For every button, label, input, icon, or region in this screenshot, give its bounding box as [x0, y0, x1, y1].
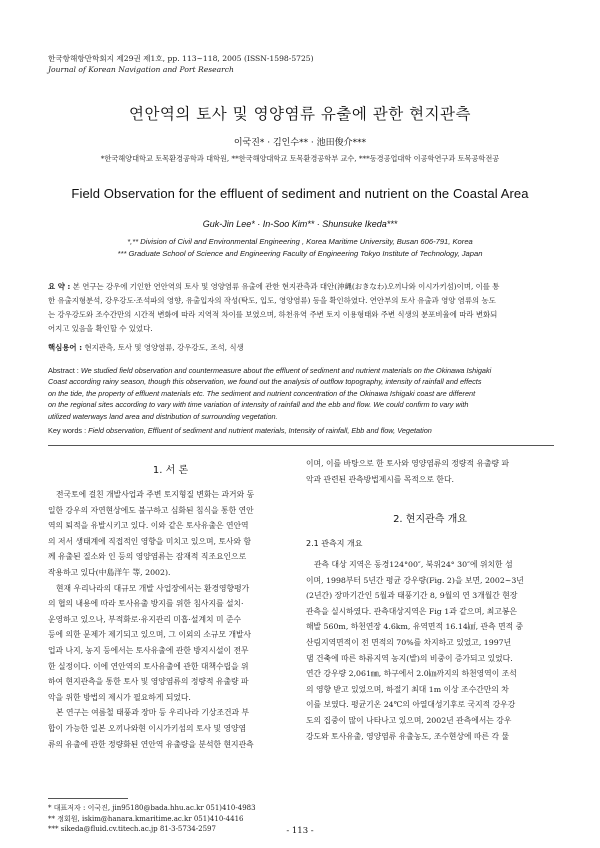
- journal-name-en: Journal of Korean Navigation and Port Research: [48, 65, 234, 74]
- body-text-line: 본 연구는 여름철 태풍과 장마 등 우리나라 기상조건과 부: [56, 708, 250, 718]
- abstract-en-line: utilized waterways land area and distribution of surrounding vegetation.: [48, 411, 278, 421]
- body-text-line: 의 영향 받고 있었으며, 하절기 최대 1m 이상 조수간만의 차: [306, 684, 509, 694]
- body-text-line: 현재 우리나라의 대규모 개발 사업장에서는 환경영향평가: [56, 583, 250, 593]
- keywords-en-text: Field observation, Effluent of sediment and nutrient materials, Intensity of rainfall, Ebb and flow, Vegetation: [88, 426, 432, 435]
- body-text-line: 관측을 실시하였다. 관측대상지역은 Fig 1과 같으며, 최고봉은: [306, 606, 517, 616]
- body-text-line: 도의 집중이 많이 나타나고 있으며, 2002년 관측에서는 강우: [306, 715, 512, 725]
- abstract-ko-line: 본 연구는 강우에 기인한 연안역의 토사 및 영양염류 유출에 관한 현지관측과 대안(沖縄(おきなわ)오끼나와 이시가키섬)이며, 이를 통: [72, 282, 500, 291]
- keywords-en: [48, 426, 554, 435]
- abstract-ko-line: 어지고 있음을 확인할 수 있었다.: [48, 324, 153, 333]
- body-text-line: 강도와 토사유출, 영양염류 유출농도, 조수현상에 따른 각 물: [306, 731, 510, 741]
- keywords-ko: [48, 342, 554, 353]
- body-text-line: 한 실정이다. 이에 연안역의 토사유출에 관한 대책수립을 위: [48, 661, 249, 671]
- body-text-line: 작용하고 있다(中島洋午 等, 2002).: [48, 567, 171, 577]
- paper-title-en: Field Observation for the effluent of sediment and nutrient on the Coastal Area: [71, 186, 529, 201]
- footnote: ** 정회원, iskim@hanara.kmaritime.ac.kr 051)410-4416: [48, 814, 244, 823]
- body-text-line: 등에 의한 문제가 제기되고 있으며, 그 이외의 소규모 개발사: [48, 630, 252, 640]
- section-2-heading: 2. 현지관측 개요: [393, 514, 467, 525]
- body-text-line: 의 협의 내용에 따라 토사유출 방지를 위한 침사지를 설치·: [48, 599, 244, 609]
- abstract-en-line: on the regional sites according to vary with time variation of intensity of rainfall and the ebb and flow. We could confirm to vary with: [48, 400, 469, 410]
- section-2-body: [306, 557, 551, 744]
- authors-ko: 이국진* · 김인수** · 池田俊介***: [233, 138, 367, 148]
- body-text-line: 하여 현지관측을 통한 토사 및 영양염류의 정량적 유출량 파: [48, 677, 249, 687]
- body-text-line: 께 유출된 질소와 인 등의 영양염류는 잠재적 직조요인으로: [48, 552, 247, 562]
- body-text-line: 이며, 1998부터 5년간 평균 강우량(Fig. 2)을 보면, 2002~3년: [306, 575, 524, 585]
- body-text-line: 운영하고 있으나, 부적화로·유지관리 미흡·설계치 미 준수: [48, 614, 242, 624]
- page-number: - 113 -: [286, 826, 314, 836]
- body-text-line: 댐 건축에 따른 하류지역 농지(밭)의 비중이 증가되고 있었다.: [306, 653, 513, 663]
- abstract-en: [48, 365, 554, 422]
- section-1-body: [48, 487, 293, 752]
- affiliation-line: *** Graduate School of Science and Engineering Faculty of Engineering Tokyo Institute of Technology, Japan: [117, 248, 483, 258]
- abstract-ko-label: 요 약 :: [48, 282, 71, 291]
- body-text-line: 이며, 이를 바탕으로 한 토사와 영양염류의 정량적 유출량 파: [306, 459, 510, 468]
- keywords-ko-label: 핵심용어 :: [48, 343, 83, 352]
- keywords-ko-text: 현지관측, 토사 및 영양염류, 강우강도, 조석, 식생: [84, 343, 244, 352]
- abstract-en-line: We studied field observation and countermeasure about the effluent of sediment and nutrient materials on the Okinawa Ishigaki: [80, 366, 492, 375]
- journal-header: [48, 53, 314, 75]
- authors-en: Guk-Jin Lee* · In-Soo Kim** · Shunsuke Ikeda***: [202, 219, 398, 229]
- body-text-line: 업과 나지, 농지 등에서는 토사유출에 관한 방지시설이 전무: [48, 645, 249, 655]
- affiliations-en: [0, 236, 600, 259]
- abstract-en-line: Coast according rainy season, though this observation, we found out the analysis of outflow topography, intensity of rainfall and effects: [48, 377, 482, 387]
- abstract-en-line: on the tide, the property of effluent materials etc. The sediment and nutrient concentration of the Okinawa Ishigaki coast are different: [48, 388, 476, 398]
- journal-citation: 한국항해항만학회지 제29권 제1호, pp. 113~118, 2005 (ISSN-1598-5725): [48, 54, 314, 63]
- body-text-line: 산림지역면적이 전 면적의 70%를 차지하고 있었고, 1997년: [306, 637, 512, 647]
- body-text-line: 해발 560m, 하천연장 4.6km, 유역면적 16.14㎢, 관측 면적 중: [306, 622, 524, 632]
- body-text-line: 연간 강우량 2,061㎜, 하구에서 2.0㎞까지의 하천영역이 조석: [306, 669, 517, 679]
- footnote: * 대표저자 : 이국진, jin95180@bada.hhu.ac.kr 051)410-4983: [48, 804, 256, 812]
- body-text-line: 류의 유출에 관한 정량화된 연안역 유출량을 분석한 현지관측: [48, 739, 254, 749]
- affiliations-ko: *한국해양대학교 토목환경공학과 대학원, **한국해양대학교 토목환경공학부 교수, ***동경공업대학 이공학연구과 토목공학전공: [100, 154, 500, 163]
- paper-title-ko: 연안역의 토사 및 영양염류 유출에 관한 현지관측: [128, 105, 472, 123]
- section-1-heading: 1. 서 론: [152, 465, 189, 476]
- footnote: *** sikeda@fluid.cv.titech.ac.jp 81-3-5734-2597: [48, 825, 216, 833]
- body-text-line: 역의 퇴적을 유발시키고 있다. 이와 같은 토사유출은 연안역: [48, 521, 249, 531]
- body-text-line: 일한 강우의 자연현상에도 불구하고 심화된 침식을 통한 연안: [48, 505, 254, 515]
- body-text-line: 악을 위한 방법의 제시가 필요하게 되었다.: [48, 692, 191, 702]
- section-2-1-heading: 2.1 관측지 개요: [306, 539, 363, 548]
- body-text-line: 의 저서 생태계에 직접적인 영향을 미치고 있으며, 토사와 함: [48, 536, 252, 546]
- footnote-divider: [48, 798, 128, 799]
- section-1-continued: [306, 456, 551, 487]
- abstract-en-label: Abstract :: [48, 366, 79, 375]
- keywords-en-label: Key words :: [48, 426, 87, 435]
- affiliation-line: *,** Division of Civil and Environmental Engineering , Korea Maritime University, Busan 606-791, Korea: [127, 237, 473, 246]
- body-text-line: 전국토에 걸친 개발사업과 주변 토지형질 변화는 과거와 동: [56, 490, 255, 499]
- body-text-line: 악과 관련된 관측방법제시를 목적으로 한다.: [306, 474, 454, 484]
- abstract-divider: [48, 445, 554, 446]
- body-text-line: 합이 가능한 일본 오끼나와현 이시가키섬의 토사 및 영양염: [48, 723, 247, 733]
- body-text-line: (2년간) 장마기간인 5월과 태풍기간 8, 9월의 연 3개월간 현장: [306, 591, 518, 601]
- abstract-ko-line: 는 강우강도와 조수간만의 시간적 변화에 따라 지역적 차이를 보였으며, 하천유역 주변 토지 이용형태와 주변 식생의 분포비율에 따라 변화되: [48, 310, 498, 319]
- body-text-line: 관측 대상 지역은 동경124°00″, 북위24° 30″에 위치한 섬: [314, 560, 513, 569]
- abstract-ko: [48, 280, 554, 336]
- abstract-ko-line: 한 유출지형분석, 강우강도·조석파의 영향, 유출입자의 작성(탁도, 입도, 영양염류) 등을 확인하였다. 연안부의 토사 유출과 영양 염류의 농도: [48, 296, 496, 305]
- body-text-line: 이를 보였다. 평균기온 24℃의 아열대성기후로 국지적 강우강: [306, 700, 516, 710]
